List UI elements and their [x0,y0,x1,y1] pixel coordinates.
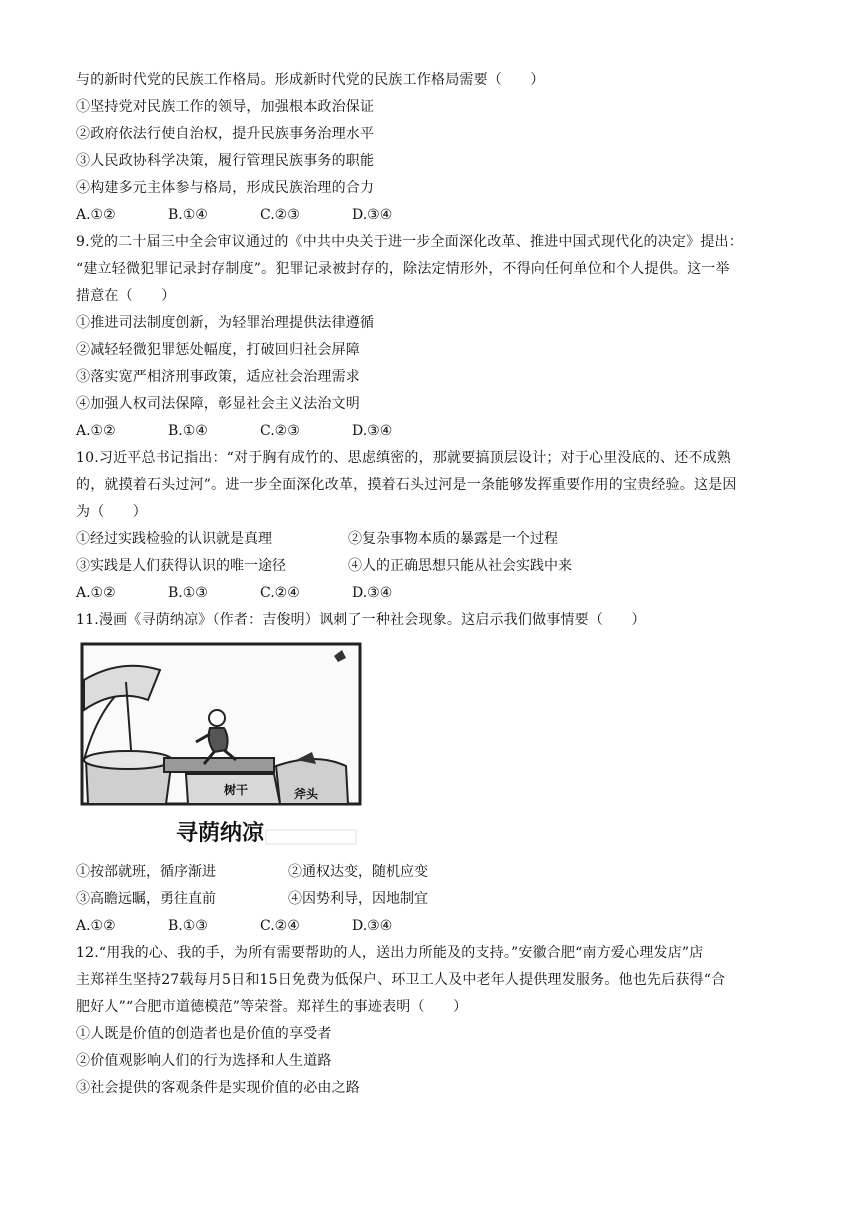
q9-answer-c: C.②③ [260,423,300,439]
q10-options-row-1 [76,529,620,549]
q12-option-1: ①人既是价值的创造者也是价值的享受者 [76,1026,332,1042]
q11-answer-c: C.②④ [260,918,300,934]
q9-answer-d: D.③④ [352,423,393,439]
q8-option-4: ④构建多元主体参与格局，形成民族治理的合力 [76,180,375,196]
q11-option-4: ④因势利导，因地制宜 [288,891,428,907]
q8-answer-b: B.①④ [168,207,208,223]
cartoon-caption: 寻荫纳凉 [176,821,265,846]
q12-stem-line-1: 12.“用我的心、我的手，为所有需要帮助的人，送出力所能及的支持。”安徽合肥“南方爱心理发店”店 [76,945,704,961]
q8-option-1: ①坚持党对民族工作的领导，加强根本政治保证 [76,99,375,115]
q10-option-4: ④人的正确思想只能从社会实践中来 [348,558,572,574]
q11-options-row-1 [76,862,500,882]
q10-answer-a: A.①② [76,585,116,601]
q12-stem-line-3: 肥好人”“合肥市道德模范”等荣誉。郑祥生的事迹表明（ ） [76,999,468,1015]
q10-answer-d: D.③④ [352,585,393,601]
q9-option-2: ②减轻轻微犯罪惩处幅度，打破回归社会屏障 [76,342,360,358]
q11-answers [76,916,392,936]
q10-stem-line-2: 的，就摸着石头过河”。进一步全面深化改革，摸着石头过河是一条能够发挥重要作用的宝贵经验。这是因 [76,477,737,493]
q8-stem: 与的新时代党的民族工作格局。形成新时代党的民族工作格局需要（ ） [76,72,545,88]
q8-answers [76,205,392,225]
q9-option-4: ④加强人权司法保障，彰显社会主义法治文明 [76,396,360,412]
q8-option-2: ②政府依法行使自治权，提升民族事务治理水平 [76,126,375,142]
q10-stem-line-3: 为（ ） [76,504,147,520]
q10-option-2: ②复杂事物本质的暴露是一个过程 [348,531,558,547]
q8-answer-a: A.①② [76,207,116,223]
q12-stem-line-2: 主郑祥生坚持27载每月5日和15日免费为低保户、环卫工人及中老年人提供理发服务。他也先后获得“合 [76,972,726,988]
q9-option-1: ①推进司法制度创新，为轻罪治理提供法律遵循 [76,315,375,331]
q9-option-3: ③落实宽严相济刑事政策，适应社会治理需求 [76,369,360,385]
q11-options-row-2 [76,889,500,909]
q11-answer-a: A.①② [76,918,116,934]
q10-answer-b: B.①③ [168,585,208,601]
q11-answer-b: B.①③ [168,918,208,934]
q11-option-1: ①按部就班，循序渐进 [76,864,216,880]
q10-options-row-2 [76,556,620,576]
q10-option-1: ①经过实践检验的认识就是真理 [76,531,272,547]
q10-answer-c: C.②④ [260,585,300,601]
q9-stem-line-3: 措意在（ ） [76,288,176,304]
q9-answer-a: A.①② [76,423,116,439]
q10-option-3: ③实践是人们获得认识的唯一途径 [76,558,286,574]
q11-stem: 11.漫画《寻荫纳凉》（作者：吉俊明）讽刺了一种社会现象。这启示我们做事情要（ ） [76,612,646,628]
q12-option-2: ②价值观影响人们的行为选择和人生道路 [76,1053,332,1069]
cartoon-label-trunk: 树干 [224,783,249,797]
q11-answer-d: D.③④ [352,918,393,934]
q8-answer-d: D.③④ [352,207,393,223]
cartoon-image [76,640,366,848]
q9-answer-b: B.①④ [168,423,208,439]
q11-option-3: ③高瞻远瞩，勇往直前 [76,891,216,907]
q10-answers [76,583,392,603]
q9-stem-line-1: 9.党的二十届三中全会审议通过的《中共中央关于进一步全面深化改革、推进中国式现代化的决定》提出： [76,234,743,250]
q9-stem-line-2: “建立轻微犯罪记录封存制度”。犯罪记录被封存的，除法定情形外，不得向任何单位和个人提供。这一举 [76,261,730,277]
q8-option-3: ③人民政协科学决策，履行管理民族事务的职能 [76,153,375,169]
q8-answer-c: C.②③ [260,207,300,223]
q11-option-2: ②通权达变，随机应变 [288,864,428,880]
q12-option-3: ③社会提供的客观条件是实现价值的必由之路 [76,1080,360,1096]
q9-answers [76,421,392,441]
q10-stem-line-1: 10.习近平总书记指出：“对于胸有成竹的、思虑缜密的，那就要搞顶层设计；对于心里没底的、还不成熟 [76,450,732,466]
cartoon-label-axe: 斧头 [294,787,319,801]
